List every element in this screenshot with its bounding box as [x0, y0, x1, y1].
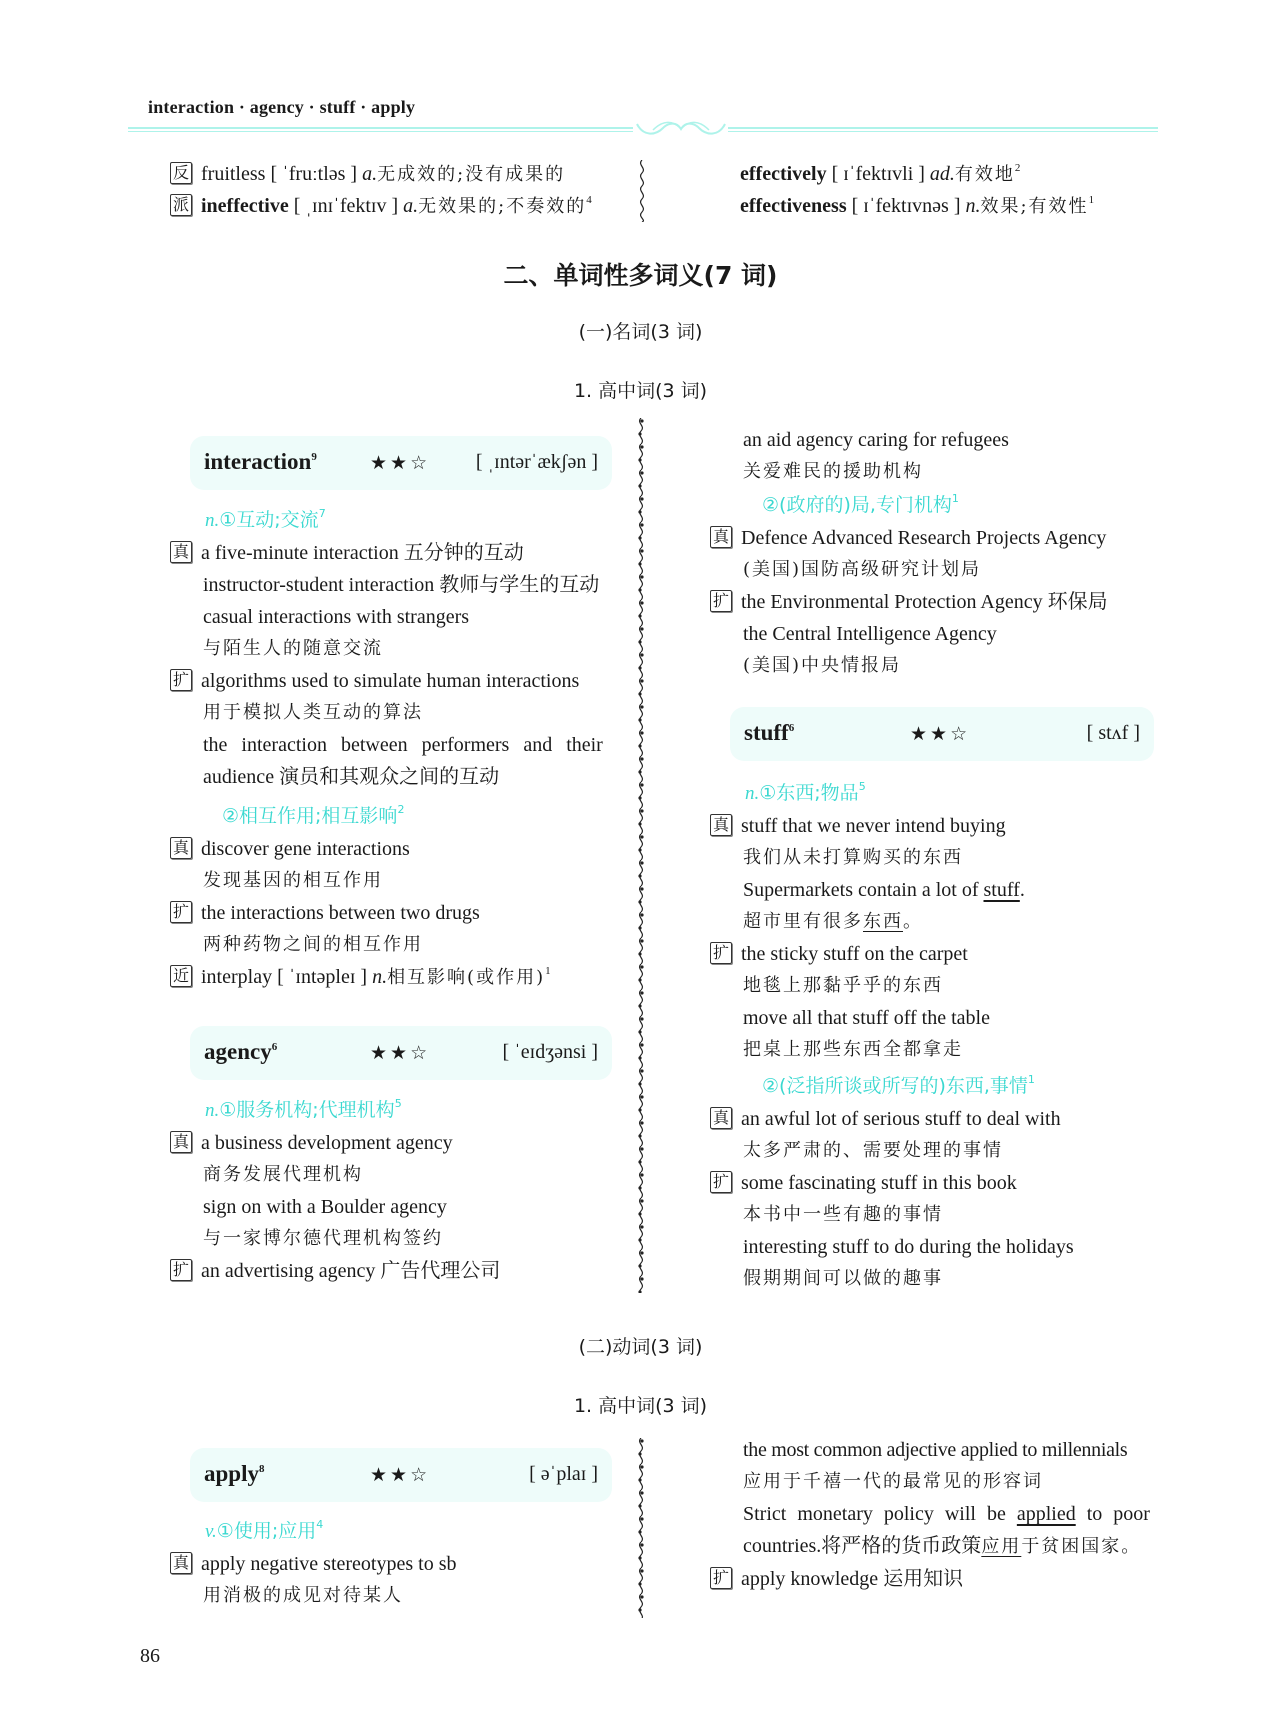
- apply-sense1-examples-left: 真 apply negative stereotypes to sb 用消极的成见对待某人: [170, 1548, 457, 1612]
- agency-sense1-examples-right: an aid agency caring for refugees 关爱难民的援助机构: [743, 429, 1009, 482]
- related-derivative-ineffective: 派 ineffective [ ˌɪnɪˈfektɪv ] a.无效果的;不奏效的$^4$: [170, 190, 592, 223]
- difficulty-stars: ★★☆: [370, 1042, 431, 1064]
- synonym-tag-icon: 近: [170, 965, 192, 987]
- stuff-sense2-examples: 真 an awful lot of serious stuff to deal with 太多严肃的、需要处理的事情 扩 some fascinating stuff in this book 本书中一些有趣的事情 interesting stuff to do during the holidays 假期期间可以做的趣事: [710, 1103, 1074, 1295]
- derivative-tag-icon: 派: [170, 194, 192, 216]
- extension-tag-icon: 扩: [170, 669, 192, 691]
- headword: stuff$^6$: [744, 720, 795, 745]
- sense-label: v.①使用;应用$^4$: [205, 1518, 324, 1542]
- headword: apply$^8$: [204, 1461, 265, 1486]
- difficulty-stars: ★★☆: [910, 723, 971, 745]
- sense-label: n.①互动;交流$^7$: [205, 507, 326, 531]
- real-exam-tag-icon: 真: [170, 1131, 192, 1153]
- headword: interaction$^9$: [204, 449, 317, 474]
- sense-label: n.①东西;物品$^5$: [745, 780, 866, 804]
- real-exam-tag-icon: 真: [170, 837, 192, 859]
- antonym-tag-icon: 反: [170, 162, 192, 184]
- extension-tag-icon: 扩: [710, 590, 732, 612]
- real-exam-tag-icon: 真: [710, 814, 732, 836]
- real-exam-tag-icon: 真: [170, 1552, 192, 1574]
- related-effectively: effectively [ ɪˈfektɪvli ] ad.有效地$^2$: [740, 162, 1021, 185]
- column-separator-icon: [635, 160, 649, 222]
- sense-label: n.①服务机构;代理机构$^5$: [205, 1097, 402, 1121]
- header-ornament-rule: [128, 126, 1158, 134]
- agency-sense1-examples-left: 真 a business development agency 商务发展代理机构 sign on with a Boulder agency 与一家博尔德代理机构签约 扩 an advertising agency 广告代理公司: [170, 1127, 500, 1287]
- verb-heading: (二)动词(3 词): [578, 1336, 703, 1358]
- difficulty-stars: ★★☆: [370, 452, 431, 474]
- stuff-sense1-examples: 真 stuff that we never intend buying 我们从未打算购买的东西 Supermarkets contain a lot of stuff. 超市里有很多东西。 扩 the sticky stuff on the carpet 地毯上那黏乎乎的东西 move all that stuff off the table 把桌上那些东西全都拿走: [710, 810, 1025, 1066]
- sense-label: ②(政府的)局,专门机构$^1$: [762, 492, 959, 516]
- phonetic: [ stʌf ]: [1086, 722, 1140, 744]
- headword: agency$^6$: [204, 1039, 278, 1064]
- difficulty-stars: ★★☆: [370, 1464, 431, 1486]
- real-exam-tag-icon: 真: [170, 541, 192, 563]
- word-card-interaction: [190, 436, 612, 490]
- word-card-agency: [190, 1026, 612, 1080]
- extension-tag-icon: 扩: [710, 1567, 732, 1589]
- section-title: 二、单词性多词义(7 词): [503, 261, 778, 290]
- scroll-ornament-icon: [633, 120, 728, 138]
- extension-tag-icon: 扩: [170, 901, 192, 923]
- word-card-apply: [190, 1448, 612, 1502]
- phonetic: [ ˌɪntərˈækʃən ]: [475, 451, 598, 473]
- synonym-interplay: 近 interplay [ ˈɪntəpleɪ ] n.相互影响(或作用)$^1$: [170, 961, 551, 994]
- phonetic: [ ˈeɪdʒənsi ]: [502, 1041, 598, 1063]
- word-card-stuff: [730, 707, 1154, 761]
- verb-subheading: 1. 高中词(3 词): [573, 1395, 708, 1417]
- noun-subheading: 1. 高中词(3 词): [573, 380, 708, 402]
- agency-sense2-examples: 真 Defence Advanced Research Projects Agency (美国)国防高级研究计划局 扩 the Environmental Protection Agency 环保局 the Central Intelligence Agency (美国)中央情报局: [710, 522, 1108, 682]
- apply-sense1-examples-right: the most common adjective applied to millennials 应用于千禧一代的最常见的形容词 Strict monetary policy will be applied to poor countries.将严格的货币政策应用于贫困国家。 扩 apply knowledge 运用知识: [710, 1434, 1150, 1595]
- sense-label: ②(泛指所谈或所写的)东西,事情$^1$: [762, 1073, 1035, 1097]
- real-exam-tag-icon: 真: [710, 1107, 732, 1129]
- page-number: 86: [140, 1645, 160, 1667]
- extension-tag-icon: 扩: [710, 942, 732, 964]
- interaction-sense1-examples: 真 a five-minute interaction 五分钟的互动 instructor-student interaction 教师与学生的互动 casual interactions with strangers 与陌生人的随意交流 扩 algorithms used to simulate human interactions 用于模拟人类互动的算法 the interaction between performers and their audience 演员和其观众之间的互动: [170, 537, 603, 793]
- extension-tag-icon: 扩: [710, 1171, 732, 1193]
- real-exam-tag-icon: 真: [710, 526, 732, 548]
- sense-label: ②相互作用;相互影响$^2$: [222, 803, 405, 827]
- running-head: interaction · agency · stuff · apply: [148, 97, 416, 117]
- phonetic: [ əˈplaɪ ]: [529, 1463, 598, 1485]
- column-separator-icon: [634, 1438, 648, 1618]
- extension-tag-icon: 扩: [170, 1259, 192, 1281]
- related-effectiveness: effectiveness [ ɪˈfektɪvnəs ] n.效果;有效性$^1$: [740, 194, 1095, 217]
- interaction-sense2-examples: 真 discover gene interactions 发现基因的相互作用 扩 the interactions between two drugs 两种药物之间的相互作用 近 interplay [ ˈɪntəpleɪ ] n.相互影响(或作用)$^1$: [170, 833, 551, 994]
- column-separator-icon: [634, 418, 648, 1293]
- noun-heading: (一)名词(3 词): [578, 321, 703, 343]
- related-antonym-fruitless: 反 fruitless [ ˈfruːtləs ] a.无成效的;没有成果的: [170, 158, 565, 191]
